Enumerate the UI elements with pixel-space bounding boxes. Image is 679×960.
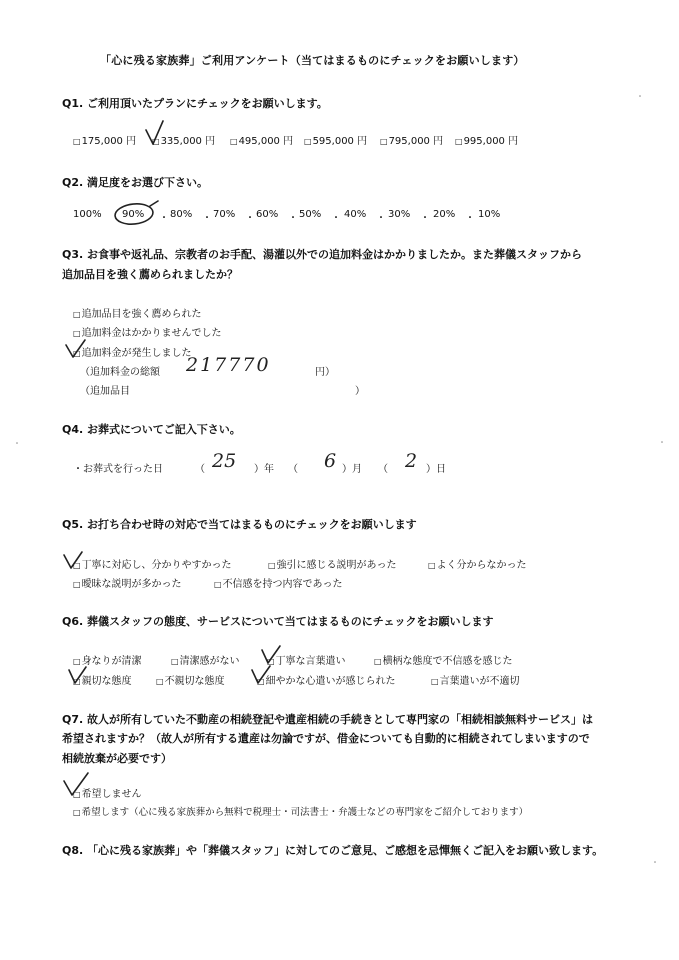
q5-option-unclear[interactable]: □ よく分からなかった	[428, 556, 527, 571]
q5-option-polite[interactable]: □ 丁寧に対応し、分かりやすかった	[73, 556, 232, 571]
q3-total-unit: 円）	[315, 367, 335, 378]
q6-option-attentive[interactable]: □ 細やかな心遣いが感じられた	[257, 672, 396, 687]
q4-day-unit: ）日	[426, 464, 446, 475]
q4-date-label: ・お葬式を行った日	[73, 464, 163, 475]
q8-question: Q8. 「心に残る家族葬」や「葬儀スタッフ」に対してのご意見、ご感想を忌憚無くご記入をお願い致します。	[62, 844, 604, 857]
q7-question-line2: 希望されますか？（故人が所有する遺産は勿論ですが、借金についても自動的に相続されてしまいますので	[62, 732, 590, 745]
q6-option-arrogant[interactable]: □ 横柄な態度で不信感を感じた	[374, 652, 513, 667]
q2-separator: ・	[245, 213, 255, 224]
survey-title: 「心に残る家族葬」ご利用アンケート（当てはまるものにチェックをお願いします）	[100, 54, 525, 67]
q2-scale-20[interactable]: 20%	[433, 209, 456, 220]
q6-question: Q6. 葬儀スタッフの態度、サービスについて当てはまるものにチェックをお願いします	[62, 615, 494, 628]
q2-scale-50[interactable]: 50%	[299, 209, 322, 220]
q2-separator: ・	[159, 213, 169, 224]
q3-total-handwritten[interactable]: 217770	[186, 354, 271, 376]
q3-items-label: （追加品目	[80, 386, 130, 397]
q3-items-close: ）	[355, 386, 365, 397]
q1-option-995000[interactable]: □ 995,000 円	[455, 132, 518, 147]
q3-option-extra-fee[interactable]: □ 追加料金が発生しました	[73, 344, 192, 359]
q4-month-unit: ）月	[342, 464, 362, 475]
q2-scale-30[interactable]: 30%	[388, 209, 411, 220]
q2-circle-tail	[150, 201, 158, 206]
q2-separator: ・	[288, 213, 298, 224]
q3-total-label: （追加料金の総額	[80, 367, 160, 378]
q6-option-not-clean[interactable]: □ 清潔感がない	[171, 652, 240, 667]
q7-question-line3: 相続放棄が必要です）	[62, 752, 172, 765]
q6-option-polite-speech[interactable]: □ 丁寧な言葉遣い	[267, 652, 346, 667]
q4-paren: （	[195, 464, 205, 475]
q5-option-forceful[interactable]: □ 強引に感じる説明があった	[268, 556, 396, 571]
q4-paren: （	[378, 464, 388, 475]
q2-scale-90[interactable]: 90%	[122, 209, 145, 220]
q7-question-line1: Q7. 故人が所有していた不動産の相続登記や遺産相続の手続きとして専門家の「相続相談無料サービス」は	[62, 713, 594, 726]
q2-question: Q2. 満足度をお選び下さい。	[62, 176, 209, 189]
q1-option-335000[interactable]: □ 335,000 円	[152, 132, 215, 147]
q1-option-595000[interactable]: □ 595,000 円	[304, 132, 367, 147]
q4-day-handwritten[interactable]: 2	[405, 450, 418, 472]
q4-year-unit: ）年	[254, 464, 274, 475]
q1-option-495000[interactable]: □ 495,000 円	[230, 132, 293, 147]
q2-separator: ・	[420, 213, 430, 224]
q4-paren: （	[288, 464, 298, 475]
q2-separator: ・	[331, 213, 341, 224]
q1-option-175000[interactable]: □ 175,000 円	[73, 132, 136, 147]
q3-option-no-extra-fee[interactable]: □ 追加料金はかかりませんでした	[73, 324, 222, 339]
q3-question-line1: Q3. お食事や返礼品、宗教者のお手配、湯灌以外での追加料金はかかりましたか。また葬儀スタッフから	[62, 248, 583, 261]
q3-option-strongly-recommended[interactable]: □ 追加品目を強く薦められた	[73, 305, 202, 320]
q2-separator: ・	[376, 213, 386, 224]
q2-scale-80[interactable]: 80%	[170, 209, 193, 220]
q2-scale-10[interactable]: 10%	[478, 209, 501, 220]
q2-scale-100[interactable]: 100%	[73, 209, 102, 220]
q3-question-line2: 追加品目を強く薦められましたか？	[62, 268, 238, 281]
q2-scale-70[interactable]: 70%	[213, 209, 236, 220]
q4-question: Q4. お葬式についてご記入下さい。	[62, 423, 241, 436]
q5-option-vague[interactable]: □ 曖昧な説明が多かった	[73, 575, 182, 590]
q2-separator: ・	[202, 213, 212, 224]
q6-option-improper-speech[interactable]: □ 言葉遣いが不適切	[431, 672, 520, 687]
q1-question: Q1. ご利用頂いたプランにチェックをお願いします。	[62, 97, 328, 110]
q4-year-handwritten[interactable]: 25	[212, 450, 237, 472]
q7-option-request[interactable]: □ 希望します（心に残る家族葬から無料で税理士・司法書士・弁護士などの専門家をご紹介しております）	[73, 804, 528, 818]
q4-month-handwritten[interactable]: 6	[324, 450, 337, 472]
q2-scale-60[interactable]: 60%	[256, 209, 279, 220]
q6-option-clean[interactable]: □ 身なりが清潔	[73, 652, 142, 667]
q5-question: Q5. お打ち合わせ時の対応で当てはまるものにチェックをお願いします	[62, 518, 417, 531]
q6-option-unkind[interactable]: □ 不親切な態度	[156, 672, 225, 687]
q1-option-795000[interactable]: □ 795,000 円	[380, 132, 443, 147]
q2-scale-40[interactable]: 40%	[344, 209, 367, 220]
q6-option-kind[interactable]: □ 親切な態度	[73, 672, 132, 687]
q2-separator: ・	[465, 213, 475, 224]
q7-option-decline[interactable]: □ 希望しません	[73, 785, 142, 800]
q5-option-distrust[interactable]: □ 不信感を持つ内容であった	[214, 575, 342, 590]
